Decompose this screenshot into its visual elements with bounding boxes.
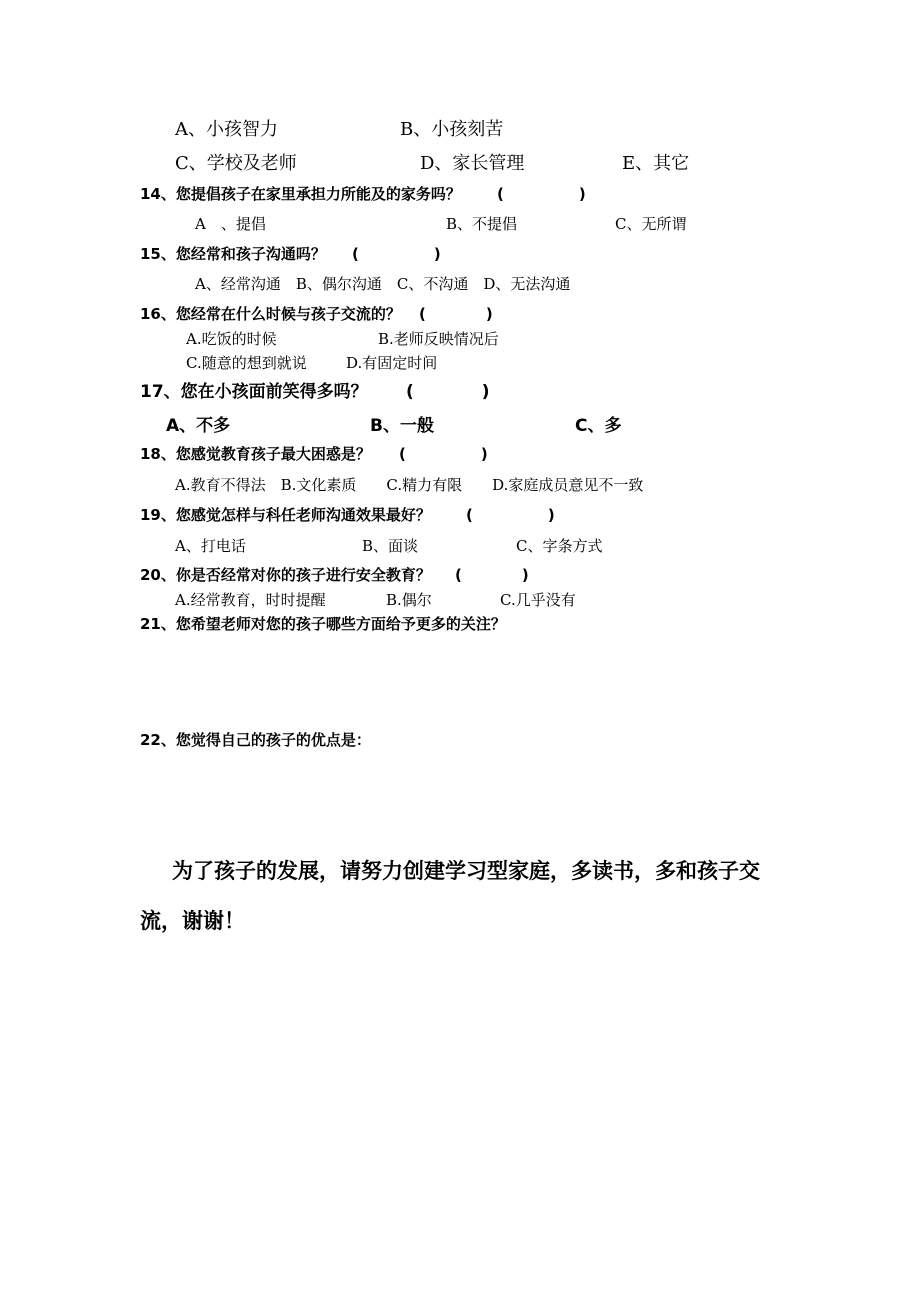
q16-question: 16、您经常在什么时候与孩子交流的？ bbox=[140, 305, 401, 323]
q16-option-a: A.吃饭的时候 bbox=[186, 330, 277, 348]
q16-option-c: C.随意的想到就说 bbox=[186, 354, 307, 372]
q20-question: 20、你是否经常对你的孩子进行安全教育？ bbox=[140, 566, 431, 584]
q14-option-a: A 、提倡 bbox=[195, 215, 266, 233]
closing-message-line2: 流，谢谢！ bbox=[140, 909, 245, 933]
closing-message-line1: 为了孩子的发展，请努力创建学习型家庭，多读书，多和孩子交 bbox=[172, 859, 760, 883]
q17-option-a: A、不多 bbox=[166, 416, 231, 436]
q19-answer-blank[interactable]: ( ) bbox=[466, 506, 555, 524]
q16-option-b: B.老师反映情况后 bbox=[378, 330, 499, 348]
q18-answer-blank[interactable]: ( ) bbox=[399, 445, 488, 463]
q17-option-c: C、多 bbox=[575, 416, 622, 436]
q14-answer-blank[interactable]: ( ) bbox=[497, 185, 586, 203]
q14-option-c: C、无所谓 bbox=[615, 215, 687, 233]
q14-question: 14、您提倡孩子在家里承担力所能及的家务吗？ bbox=[140, 185, 461, 203]
q15-answer-blank[interactable]: ( ) bbox=[352, 245, 441, 263]
q17-question: 17、您在小孩面前笑得多吗？ bbox=[140, 382, 368, 402]
q13-option-c: C、学校及老师 bbox=[175, 153, 297, 174]
q16-option-d: D.有固定时间 bbox=[346, 354, 438, 372]
q18-question: 18、您感觉教育孩子最大困惑是？ bbox=[140, 445, 371, 463]
q14-option-b: B、不提倡 bbox=[446, 215, 518, 233]
q20-option-b: B.偶尔 bbox=[386, 591, 432, 609]
q22-question: 22、您觉得自己的孩子的优点是： bbox=[140, 731, 371, 749]
q19-option-a: A、打电话 bbox=[175, 537, 246, 555]
q21-answer-area[interactable] bbox=[140, 640, 780, 720]
q21-question: 21、您希望老师对您的孩子哪些方面给予更多的关注？ bbox=[140, 615, 506, 633]
q17-answer-blank[interactable]: ( ) bbox=[406, 382, 490, 402]
q19-option-b: B、面谈 bbox=[362, 537, 419, 555]
q13-option-b: B、小孩刻苦 bbox=[400, 119, 504, 140]
q17-option-b: B、一般 bbox=[370, 416, 434, 436]
q13-option-d: D、家长管理 bbox=[420, 153, 525, 174]
q20-answer-blank[interactable]: ( ) bbox=[455, 566, 529, 584]
q19-question: 19、您感觉怎样与科任老师沟通效果最好？ bbox=[140, 506, 431, 524]
q15-options: A、经常沟通 B、偶尔沟通 C、不沟通 D、无法沟通 bbox=[195, 275, 571, 293]
q13-option-e: E、其它 bbox=[622, 153, 690, 174]
q18-options: A.教育不得法 B.文化素质 C.精力有限 D.家庭成员意见不一致 bbox=[175, 476, 644, 494]
q16-answer-blank[interactable]: ( ) bbox=[419, 305, 493, 323]
q15-question: 15、您经常和孩子沟通吗？ bbox=[140, 245, 326, 263]
q19-option-c: C、字条方式 bbox=[516, 537, 603, 555]
q20-option-c: C.几乎没有 bbox=[500, 591, 576, 609]
q22-answer-area[interactable] bbox=[140, 756, 780, 836]
q13-option-a: A、小孩智力 bbox=[175, 119, 278, 140]
q20-option-a: A.经常教育，时时提醒 bbox=[175, 591, 326, 609]
